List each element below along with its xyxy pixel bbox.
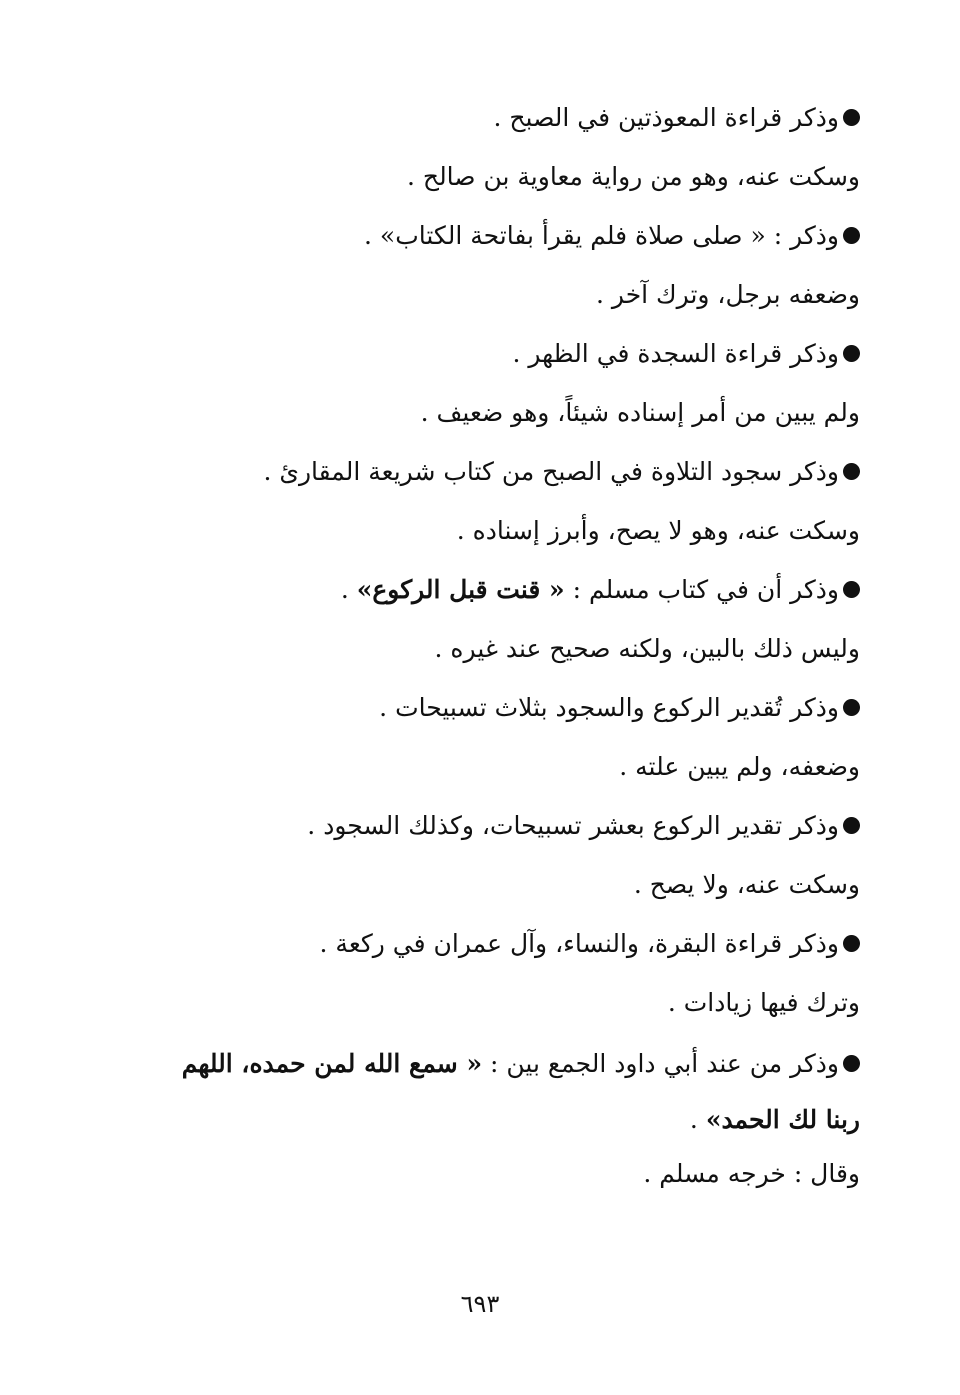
- entry-line: [320, 922, 860, 966]
- bullet-icon: [843, 817, 860, 834]
- quoted-hadith: « قنت قبل الركوع»: [356, 575, 565, 604]
- bullet-icon: [843, 935, 860, 952]
- comment-text: ولم يبين من أمر إسناده شيئاً، وهو ضعيف .: [420, 398, 860, 427]
- entry-text: وذكر قراءة السجدة في الظهر .: [512, 339, 839, 368]
- comment-text: وسكت عنه، وهو لا يصح، وأبرز إسناده .: [456, 516, 860, 545]
- bullet-icon: [843, 227, 860, 244]
- entry-punctuation: .: [689, 1105, 706, 1134]
- entry-line: [512, 332, 860, 376]
- quoted-hadith: « سمع الله لمن حمده، اللهم ربنا لك الحمد»: [181, 1049, 860, 1134]
- bullet-icon: [843, 1055, 860, 1072]
- bullet-icon: [843, 463, 860, 480]
- entry-line: [307, 804, 860, 848]
- bullet-icon: [843, 345, 860, 362]
- entry-text: وذكر من عند أبي داود الجمع بين :: [482, 1049, 839, 1078]
- entry-line: [494, 96, 861, 140]
- entry-line: [341, 568, 860, 612]
- comment-line: [596, 273, 860, 317]
- entry-punctuation: .: [340, 575, 357, 604]
- comment-text: وضعفه برجل، وترك آخر .: [596, 280, 860, 309]
- comment-line: [643, 1152, 860, 1196]
- entry-text: وذكر سجود التلاوة في الصبح من كتاب شريعة المقارئ .: [263, 457, 839, 486]
- entry-line: [180, 1036, 860, 1148]
- comment-text: وترك فيها زيادات .: [667, 988, 860, 1017]
- comment-line: [634, 863, 860, 907]
- bullet-icon: [843, 699, 860, 716]
- entry-text: وذكر قراءة البقرة، والنساء، وآل عمران في ركعة .: [319, 929, 839, 958]
- comment-text: وضعفه، ولم يبين علته .: [619, 752, 860, 781]
- entry-line: [263, 450, 860, 494]
- page-number: ٦٩٣: [460, 1290, 500, 1318]
- comment-line: [435, 627, 860, 671]
- entry-line: [364, 214, 860, 258]
- entry-text: وذكر قراءة المعوذتين في الصبح .: [493, 103, 839, 132]
- bullet-icon: [843, 109, 860, 126]
- comment-text: وقال : خرجه مسلم .: [643, 1159, 860, 1188]
- comment-line: [421, 391, 860, 435]
- entry-text: وذكر : « صلى صلاة فلم يقرأ بفاتحة الكتاب» .: [364, 221, 839, 250]
- comment-line: [407, 155, 860, 199]
- comment-line: [668, 981, 860, 1025]
- comment-text: وسكت عنه، وهو من رواية معاوية بن صالح .: [407, 162, 860, 191]
- comment-text: وسكت عنه، ولا يصح .: [633, 870, 860, 899]
- entry-text: وذكر أن في كتاب مسلم :: [564, 575, 839, 604]
- entry-text: وذكر تُقدير الركوع والسجود بثلاث تسبيحات .: [379, 693, 839, 722]
- bullet-icon: [843, 581, 860, 598]
- comment-line: [619, 745, 860, 789]
- comment-text: وليس ذلك بالبين، ولكنه صحيح عند غيره .: [434, 634, 860, 663]
- entry-line: [379, 686, 860, 730]
- comment-line: [457, 509, 860, 553]
- entry-text: وذكر تقدير الركوع بعشر تسبيحات، وكذلك السجود .: [307, 811, 839, 840]
